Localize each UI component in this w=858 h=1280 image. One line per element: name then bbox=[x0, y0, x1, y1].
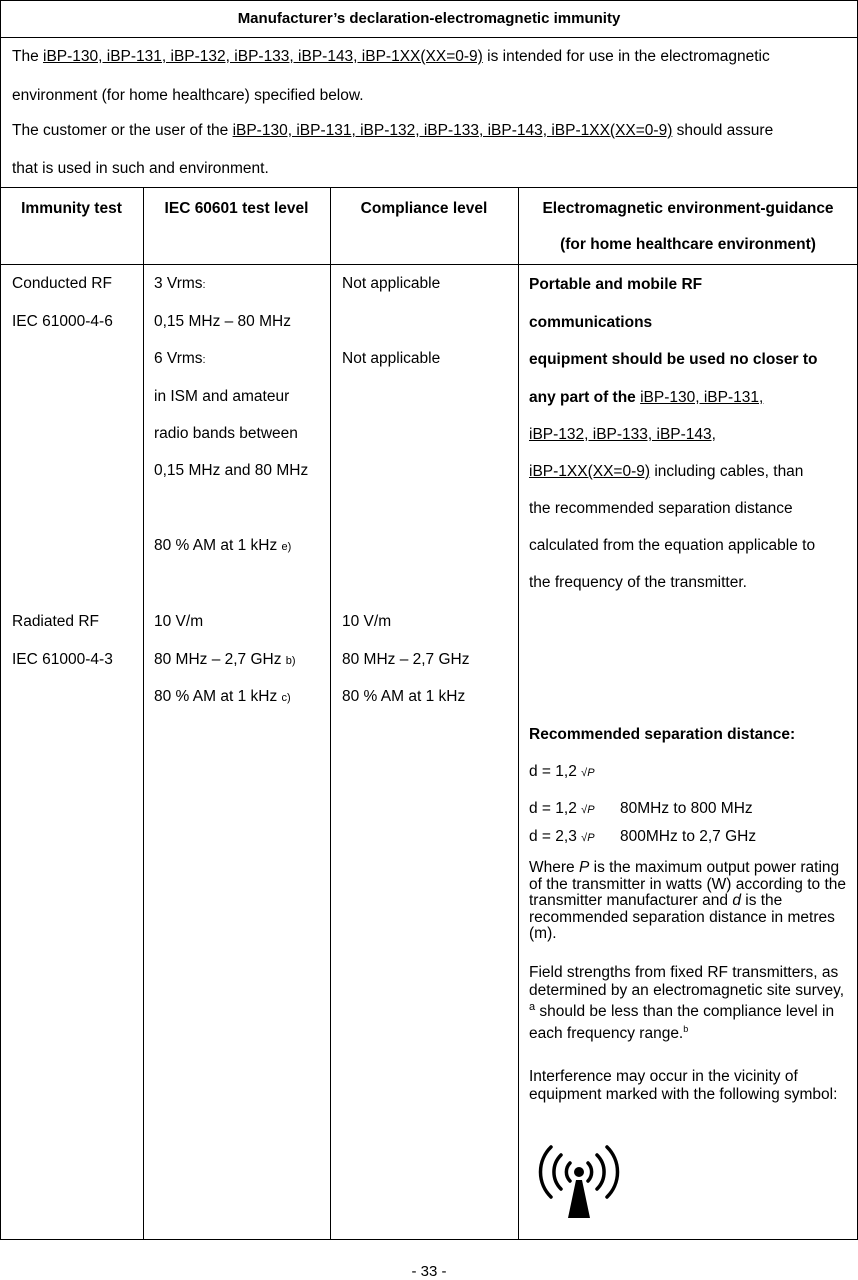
footnote-ref: a bbox=[529, 1001, 536, 1013]
compliance-range: 80 MHz – 2,7 GHz bbox=[342, 651, 470, 668]
level-3-vrms bbox=[154, 275, 206, 293]
guidance-models: iBP-130, iBP-131, bbox=[640, 389, 764, 406]
page-number: - 33 - bbox=[411, 1263, 447, 1280]
formula-text: d = 1,2 bbox=[529, 763, 582, 780]
guidance-models: iBP-1XX(XX=0-9) bbox=[529, 463, 651, 480]
intro-models: iBP-130, iBP-131, iBP-132, iBP-133, iBP-143, iBP-1XX(XX=0-9) bbox=[43, 48, 483, 65]
guidance-line-8: calculated from the equation applicable to bbox=[529, 537, 816, 554]
level-radiated-am bbox=[154, 688, 291, 706]
where-text: is the recommended separation distance in metres (m). bbox=[529, 892, 835, 942]
col-divider-1 bbox=[143, 187, 144, 1240]
recommended-distance-heading: Recommended separation distance: bbox=[529, 726, 796, 743]
col-divider-2 bbox=[330, 187, 331, 1240]
table-title: Manufacturer’s declaration-electromagnetic immunity bbox=[237, 10, 621, 27]
header-guidance-sub: (for home healthcare environment) bbox=[560, 236, 816, 253]
level-6-vrms bbox=[154, 350, 206, 368]
guidance-bold-text: any part of the bbox=[529, 389, 641, 406]
where-paragraph bbox=[529, 860, 849, 943]
intro-text: The customer or the user of the bbox=[12, 122, 233, 139]
level-range-line: 0,15 MHz and 80 MHz bbox=[154, 462, 309, 479]
formula-text: d = 1,2 bbox=[529, 800, 582, 817]
intro-line-1 bbox=[12, 48, 770, 66]
header-divider bbox=[0, 264, 858, 265]
guidance-line-4 bbox=[529, 389, 763, 407]
footnote-ref: b bbox=[683, 1023, 689, 1034]
intro-line-3 bbox=[12, 122, 773, 140]
power-variable: P bbox=[587, 767, 595, 779]
intro-text: The bbox=[12, 48, 44, 65]
level-am-modulation bbox=[154, 537, 291, 555]
header-iec-level: IEC 60601 test level bbox=[164, 200, 309, 217]
guidance-line-9: the frequency of the transmitter. bbox=[529, 574, 747, 591]
table-border-bottom bbox=[0, 1239, 858, 1240]
level-freq-range: 0,15 MHz – 80 MHz bbox=[154, 313, 291, 330]
guidance-line-7: the recommended separation distance bbox=[529, 500, 793, 517]
power-variable: P bbox=[587, 804, 595, 816]
guidance-bold-3: equipment should be used no closer to bbox=[529, 351, 818, 368]
level-text: 6 Vrms bbox=[154, 350, 203, 367]
intro-models: iBP-130, iBP-131, iBP-132, iBP-133, iBP-143, iBP-1XX(XX=0-9) bbox=[232, 122, 673, 139]
sqrt-symbol: √ bbox=[581, 804, 588, 816]
level-suffix: : bbox=[202, 279, 206, 291]
guidance-line-6 bbox=[529, 463, 803, 481]
level-10-vm: 10 V/m bbox=[154, 613, 204, 630]
level-radio-bands-line: radio bands between bbox=[154, 425, 298, 442]
table-border-top bbox=[0, 0, 858, 1]
compliance-na-1: Not applicable bbox=[342, 275, 441, 292]
col-divider-3 bbox=[518, 187, 519, 1240]
radiated-rf: Radiated RF bbox=[12, 613, 100, 630]
where-text: is the maximum output power rating of the transmitter in watts (W) according to the transmitter manufacturer and bbox=[529, 859, 847, 909]
guidance-models-2: iBP-132, iBP-133, iBP-143, bbox=[529, 426, 716, 443]
distance-variable: d bbox=[732, 892, 741, 909]
sqrt-symbol: √ bbox=[581, 832, 588, 844]
conducted-rf: Conducted RF bbox=[12, 275, 112, 292]
intro-line-4: that is used in such and environment. bbox=[12, 160, 269, 177]
formula-2 bbox=[529, 800, 595, 818]
title-divider bbox=[0, 37, 858, 38]
intro-line-2: environment (for home healthcare) specified below. bbox=[12, 87, 364, 104]
formula-1 bbox=[529, 763, 595, 781]
where-text: Where bbox=[529, 859, 579, 876]
compliance-10-vm: 10 V/m bbox=[342, 613, 392, 630]
guidance-text: including cables, than bbox=[650, 463, 804, 480]
field-text: Field strengths from fixed RF transmitters, as determined by an electromagnetic site survey, bbox=[529, 964, 845, 999]
guidance-bold-2: communications bbox=[529, 314, 653, 331]
level-suffix: : bbox=[202, 354, 206, 366]
level-text: 80 % AM at 1 kHz bbox=[154, 537, 282, 554]
intro-text: is intended for use in the electromagnetic bbox=[482, 48, 770, 65]
compliance-am: 80 % AM at 1 kHz bbox=[342, 688, 466, 705]
radiated-rf-standard: IEC 61000-4-3 bbox=[12, 651, 113, 668]
header-compliance-level: Compliance level bbox=[360, 200, 488, 217]
header-immunity-test: Immunity test bbox=[21, 200, 122, 217]
table-border-left bbox=[0, 0, 1, 1240]
power-variable: P bbox=[578, 859, 590, 876]
footnote-ref: b) bbox=[285, 655, 296, 667]
header-guidance: Electromagnetic environment-guidance bbox=[542, 200, 834, 217]
level-ism-line: in ISM and amateur bbox=[154, 388, 290, 405]
conducted-rf-standard: IEC 61000-4-6 bbox=[12, 313, 113, 330]
non-ionizing-radiation-icon bbox=[536, 1142, 626, 1222]
compliance-na-2: Not applicable bbox=[342, 350, 441, 367]
level-text: 80 % AM at 1 kHz bbox=[154, 688, 282, 705]
footnote-ref: c) bbox=[281, 692, 291, 704]
interference-paragraph: Interference may occur in the vicinity of equipment marked with the following symbol: bbox=[529, 1068, 838, 1103]
field-text: should be less than the compliance level in each frequency range. bbox=[529, 1003, 835, 1042]
intro-divider bbox=[0, 187, 858, 188]
level-radiated-range bbox=[154, 651, 296, 669]
intro-text: should assure bbox=[672, 122, 774, 139]
power-variable: P bbox=[587, 832, 595, 844]
level-text: 80 MHz – 2,7 GHz bbox=[154, 651, 286, 668]
formula-text: d = 2,3 bbox=[529, 828, 582, 845]
formula-3-range: 800MHz to 2,7 GHz bbox=[620, 828, 757, 845]
guidance-bold-1: Portable and mobile RF bbox=[529, 276, 703, 293]
sqrt-symbol: √ bbox=[581, 767, 588, 779]
formula-2-range: 80MHz to 800 MHz bbox=[620, 800, 753, 817]
field-strength-paragraph bbox=[529, 964, 851, 1042]
formula-3 bbox=[529, 828, 595, 846]
footnote-ref: e) bbox=[281, 541, 292, 553]
level-text: 3 Vrms bbox=[154, 275, 203, 292]
